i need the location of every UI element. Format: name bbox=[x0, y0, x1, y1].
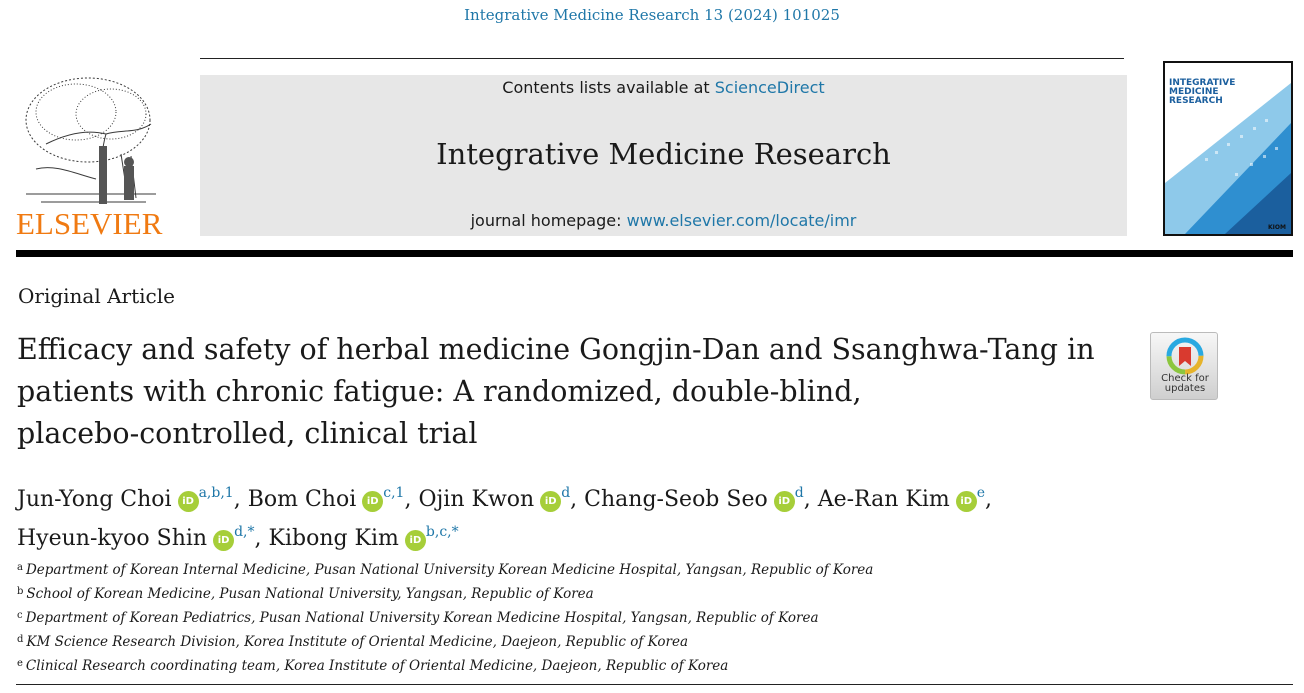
author-separator: , bbox=[254, 526, 262, 551]
affiliation-item bbox=[17, 629, 1117, 653]
author-name[interactable]: Bom Choi bbox=[247, 487, 357, 512]
cover-title-3: RESEARCH bbox=[1169, 96, 1223, 106]
orcid-icon[interactable]: iD bbox=[213, 530, 234, 551]
journal-title: Integrative Medicine Research bbox=[436, 137, 891, 171]
article-title-line-1: Efficacy and safety of herbal medicine Gongjin-Dan and Ssanghwa-Tang in bbox=[17, 333, 1095, 366]
author-separator: , bbox=[404, 487, 412, 512]
author-name[interactable]: Kibong Kim bbox=[268, 526, 399, 551]
journal-citation[interactable]: Integrative Medicine Research 13 (2024) 101025 bbox=[464, 6, 840, 24]
journal-cover-thumbnail[interactable] bbox=[1163, 61, 1293, 236]
author-separator: , bbox=[233, 487, 241, 512]
affiliation-letter: a bbox=[17, 562, 23, 573]
cover-title-1: INTEGRATIVE bbox=[1169, 78, 1236, 88]
elsevier-logo[interactable] bbox=[16, 74, 166, 241]
affiliation-letter: b bbox=[17, 586, 24, 597]
affiliation-item bbox=[17, 605, 1117, 629]
affiliation-letter: e bbox=[17, 658, 23, 669]
article-title-line-2: patients with chronic fatigue: A randomized, double-blind, bbox=[17, 375, 862, 408]
orcid-icon[interactable]: iD bbox=[956, 491, 977, 512]
cover-title-2: MEDICINE bbox=[1169, 87, 1219, 97]
contents-line bbox=[200, 78, 1127, 97]
footer-rule bbox=[16, 684, 1293, 685]
header-rule bbox=[200, 58, 1124, 59]
orcid-icon[interactable]: iD bbox=[362, 491, 383, 512]
author-list bbox=[17, 477, 1117, 555]
author-name[interactable]: Ae-Ran Kim bbox=[817, 487, 950, 512]
homepage-prefix: journal homepage: bbox=[470, 211, 627, 230]
orcid-icon[interactable]: iD bbox=[405, 530, 426, 551]
article-title-line-3: placebo-controlled, clinical trial bbox=[17, 417, 478, 450]
author-separator: , bbox=[803, 487, 811, 512]
affiliation-letter: c bbox=[17, 610, 23, 621]
author-affiliation-sup[interactable]: b,c,* bbox=[425, 524, 459, 540]
author-separator: , bbox=[570, 487, 578, 512]
author-affiliation-sup[interactable]: d bbox=[561, 485, 571, 501]
check-for-updates-label bbox=[1151, 374, 1219, 394]
masthead bbox=[200, 75, 1127, 236]
author-affiliation-sup[interactable]: c,1 bbox=[383, 485, 405, 501]
author-affiliation-sup[interactable]: d,* bbox=[234, 524, 255, 540]
orcid-icon[interactable]: iD bbox=[178, 491, 199, 512]
affiliation-text: KM Science Research Division, Korea Institute of Oriental Medicine, Daejeon, Republic of Korea bbox=[26, 634, 689, 650]
orcid-icon[interactable]: iD bbox=[774, 491, 795, 512]
affiliation-item bbox=[17, 557, 1117, 581]
homepage-line bbox=[200, 211, 1127, 230]
affiliation-letter: d bbox=[17, 634, 24, 645]
cover-art bbox=[1165, 63, 1291, 234]
orcid-icon[interactable]: iD bbox=[540, 491, 561, 512]
elsevier-wordmark: ELSEVIER bbox=[16, 206, 163, 241]
check-label-line-2: updates bbox=[1164, 383, 1206, 394]
affiliation-list bbox=[17, 557, 1117, 677]
author-name[interactable]: Hyeun-kyoo Shin bbox=[17, 526, 208, 551]
author-separator: , bbox=[985, 487, 993, 512]
affiliation-text: Clinical Research coordinating team, Korea Institute of Oriental Medicine, Daejeon, Republic of Korea bbox=[25, 658, 729, 674]
elsevier-tree-icon bbox=[16, 74, 166, 210]
article-type: Original Article bbox=[18, 284, 175, 308]
affiliation-item bbox=[17, 581, 1117, 605]
contents-prefix: Contents lists available at bbox=[502, 78, 715, 97]
author-affiliation-sup[interactable]: d bbox=[794, 485, 804, 501]
affiliation-item bbox=[17, 653, 1117, 677]
author-name[interactable]: Jun-Yong Choi bbox=[17, 487, 172, 512]
check-label-line-1: Check for bbox=[1161, 373, 1209, 384]
article-title bbox=[17, 329, 1127, 455]
author-affiliation-sup[interactable]: a,b,1 bbox=[198, 485, 234, 501]
author-affiliation-sup[interactable]: e bbox=[976, 485, 986, 501]
cover-badge: KIOM bbox=[1268, 224, 1286, 231]
homepage-link[interactable]: www.elsevier.com/locate/imr bbox=[626, 211, 857, 230]
affiliation-text: School of Korean Medicine, Pusan National University, Yangsan, Republic of Korea bbox=[26, 586, 594, 602]
masthead-rule bbox=[16, 250, 1293, 257]
sciencedirect-link[interactable]: ScienceDirect bbox=[714, 78, 825, 97]
affiliation-text: Department of Korean Pediatrics, Pusan National University Korean Medicine Hospital, Yangsan, Republic of Korea bbox=[25, 610, 819, 626]
author-name[interactable]: Ojin Kwon bbox=[418, 487, 535, 512]
bookmark-icon bbox=[1166, 337, 1204, 375]
affiliation-text: Department of Korean Internal Medicine, Pusan National University Korean Medicine Hospital, Yangsan, Republic of Korea bbox=[25, 562, 874, 578]
check-for-updates-button[interactable] bbox=[1150, 332, 1218, 400]
author-name[interactable]: Chang-Seob Seo bbox=[584, 487, 768, 512]
